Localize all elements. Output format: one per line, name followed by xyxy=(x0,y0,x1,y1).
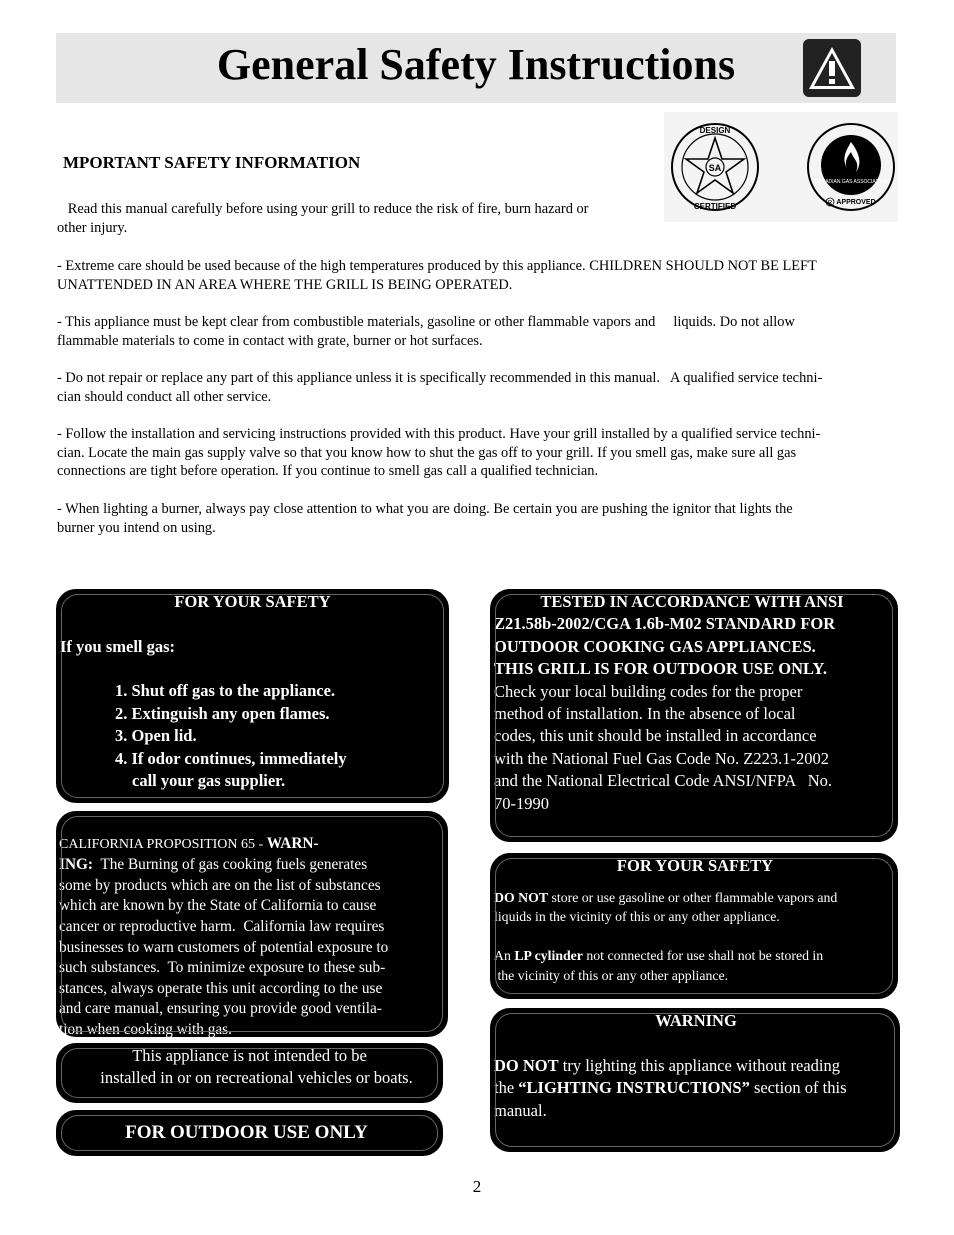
box-title: WARNING xyxy=(655,1011,737,1030)
vapors-box xyxy=(490,853,898,999)
line: which are known by the State of California to cause xyxy=(59,897,377,915)
warning-icon xyxy=(803,39,861,97)
page-number: 2 xyxy=(472,1177,482,1196)
ansi-line: Z21.58b-2002/CGA 1.6b-M02 STANDARD FOR xyxy=(494,614,836,634)
list-item: call your gas supplier. xyxy=(132,771,286,790)
lp-cylinder-label: LP cylinder xyxy=(514,948,583,964)
prop65-warn: WARN- xyxy=(266,834,319,852)
safety-paragraph-2 xyxy=(57,257,817,294)
list-item: 2. Extinguish any open flames. xyxy=(115,703,330,723)
certification-logos xyxy=(664,112,898,222)
line: store or use gasoline or other flammable vapors and xyxy=(548,890,838,905)
line: such substances. To minimize exposure to these sub- xyxy=(59,959,386,977)
safety-paragraph-1 xyxy=(57,200,588,237)
header-band xyxy=(56,33,896,103)
line: - Extreme care should be used because of the high temperatures produced by this appliance. CHILDREN SHOULD NOT BE LEFT xyxy=(57,258,817,274)
line: An xyxy=(494,948,515,964)
ansi-box xyxy=(490,589,898,842)
line: section of this xyxy=(749,1078,847,1098)
gas-smell-box xyxy=(56,589,449,803)
lighting-warning-box xyxy=(490,1008,900,1152)
line: burner you intend on using. xyxy=(57,519,216,536)
line: cian should conduct all other service. xyxy=(57,388,272,405)
cga-approved-logo xyxy=(804,120,898,214)
line: - Do not repair or replace any part of this appliance unless it is specifically recommended in this manual. A qualified service techni- xyxy=(57,370,823,386)
line: - When lighting a burner, always pay close attention to what you are doing. Be certain you are pushing the ignitor that lights the xyxy=(57,501,793,517)
line: codes, this unit should be installed in accordance xyxy=(494,726,817,746)
line: tion when cooking with gas. xyxy=(59,1020,232,1038)
ansi-line: THIS GRILL IS FOR OUTDOOR USE ONLY. xyxy=(494,659,828,679)
line: the vicinity of this or any other appliance. xyxy=(494,967,729,983)
line: - Follow the installation and servicing instructions provided with this product. Have your grill installed by a qualified service techni- xyxy=(57,426,821,442)
csa-center-text: SA xyxy=(708,163,722,173)
line: and care manual, ensuring you provide good ventila- xyxy=(59,1000,382,1018)
line: liquids in the vicinity of this or any other appliance. xyxy=(494,909,780,925)
lighting-instructions-label: “LIGHTING INSTRUCTIONS” xyxy=(518,1078,750,1098)
cga-ring-text: CANADIAN GAS ASSOCIATION xyxy=(814,179,888,185)
line: some by products which are on the list of substances xyxy=(59,876,381,894)
line: flammable materials to come in contact with grate, burner or hot surfaces. xyxy=(57,332,483,349)
line: connections are tight before operation. If you continue to smell gas call a qualified technician. xyxy=(57,463,599,480)
line: 70-1990 xyxy=(494,793,549,813)
safety-paragraph-6 xyxy=(57,500,793,537)
box-title: FOR YOUR SAFETY xyxy=(174,592,331,611)
list-item: 3. Open lid. xyxy=(115,726,197,745)
ansi-line: OUTDOOR COOKING GAS APPLIANCES. xyxy=(494,636,816,656)
line: - This appliance must be kept clear from combustible materials, gasoline or other flammable vapors and liquids. Do not allow xyxy=(57,314,795,330)
list-item: 4. If odor continues, immediately xyxy=(115,748,347,768)
line: the xyxy=(494,1078,519,1098)
cga-registered-mark: R xyxy=(827,200,833,207)
line: with the National Fuel Gas Code No. Z223.1-2002 xyxy=(494,748,829,768)
section-heading: MPORTANT SAFETY INFORMATION xyxy=(63,153,361,172)
line: other injury. xyxy=(57,219,128,236)
line: cancer or reproductive harm. California law requires xyxy=(59,917,385,935)
rv-box xyxy=(56,1043,443,1103)
gas-smell-intro: If you smell gas: xyxy=(60,636,176,656)
cga-bottom-text: APPROVED xyxy=(836,199,876,206)
line: Check your local building codes for the proper xyxy=(494,681,803,701)
do-not-label: DO NOT xyxy=(494,890,549,905)
prop65-box xyxy=(56,811,448,1037)
outdoor-use-box xyxy=(56,1110,443,1156)
csa-design-certified-logo xyxy=(668,120,762,214)
line: not connected for use shall not be stored in xyxy=(582,948,824,964)
safety-paragraph-4 xyxy=(57,369,822,406)
prop65-prefix: CALIFORNIA PROPOSITION 65 - xyxy=(59,836,267,852)
line: method of installation. In the absence of local xyxy=(494,704,796,724)
line: This appliance is not intended to be xyxy=(132,1046,367,1065)
do-not-label: DO NOT xyxy=(494,1055,559,1075)
line: manual. xyxy=(494,1100,547,1120)
line: installed in or on recreational vehicles or boats. xyxy=(100,1068,413,1087)
safety-paragraph-3 xyxy=(57,313,795,350)
line: UNATTENDED IN AN AREA WHERE THE GRILL IS BEING OPERATED. xyxy=(57,276,513,293)
line: Read this manual carefully before using your grill to reduce the risk of fire, burn hazard or xyxy=(57,201,589,217)
ansi-line: TESTED IN ACCORDANCE WITH ANSI xyxy=(540,592,844,611)
list-item: 1. Shut off gas to the appliance. xyxy=(115,681,336,700)
line: businesses to warn customers of potential exposure to xyxy=(59,938,389,956)
line: stances, always operate this unit according to the use xyxy=(59,979,383,997)
csa-top-text: DESIGN xyxy=(699,126,731,135)
box-title: FOR YOUR SAFETY xyxy=(616,856,774,875)
csa-bottom-text: CERTIFIED xyxy=(693,202,737,211)
outdoor-use-label: FOR OUTDOOR USE ONLY xyxy=(125,1122,368,1143)
safety-paragraph-5 xyxy=(57,425,820,481)
gas-smell-steps xyxy=(58,680,447,793)
line: try lighting this appliance without reading xyxy=(558,1055,841,1075)
line: cian. Locate the main gas supply valve so that you know how to shut the gas off to your grill. If you smell gas, make sure all gas xyxy=(57,444,797,461)
prop65-warn-cont: ING: xyxy=(59,856,93,874)
line: and the National Electrical Code ANSI/NFPA No. xyxy=(494,771,833,791)
page-title: General Safety Instructions xyxy=(216,40,736,89)
line: The Burning of gas cooking fuels generates xyxy=(93,856,368,874)
